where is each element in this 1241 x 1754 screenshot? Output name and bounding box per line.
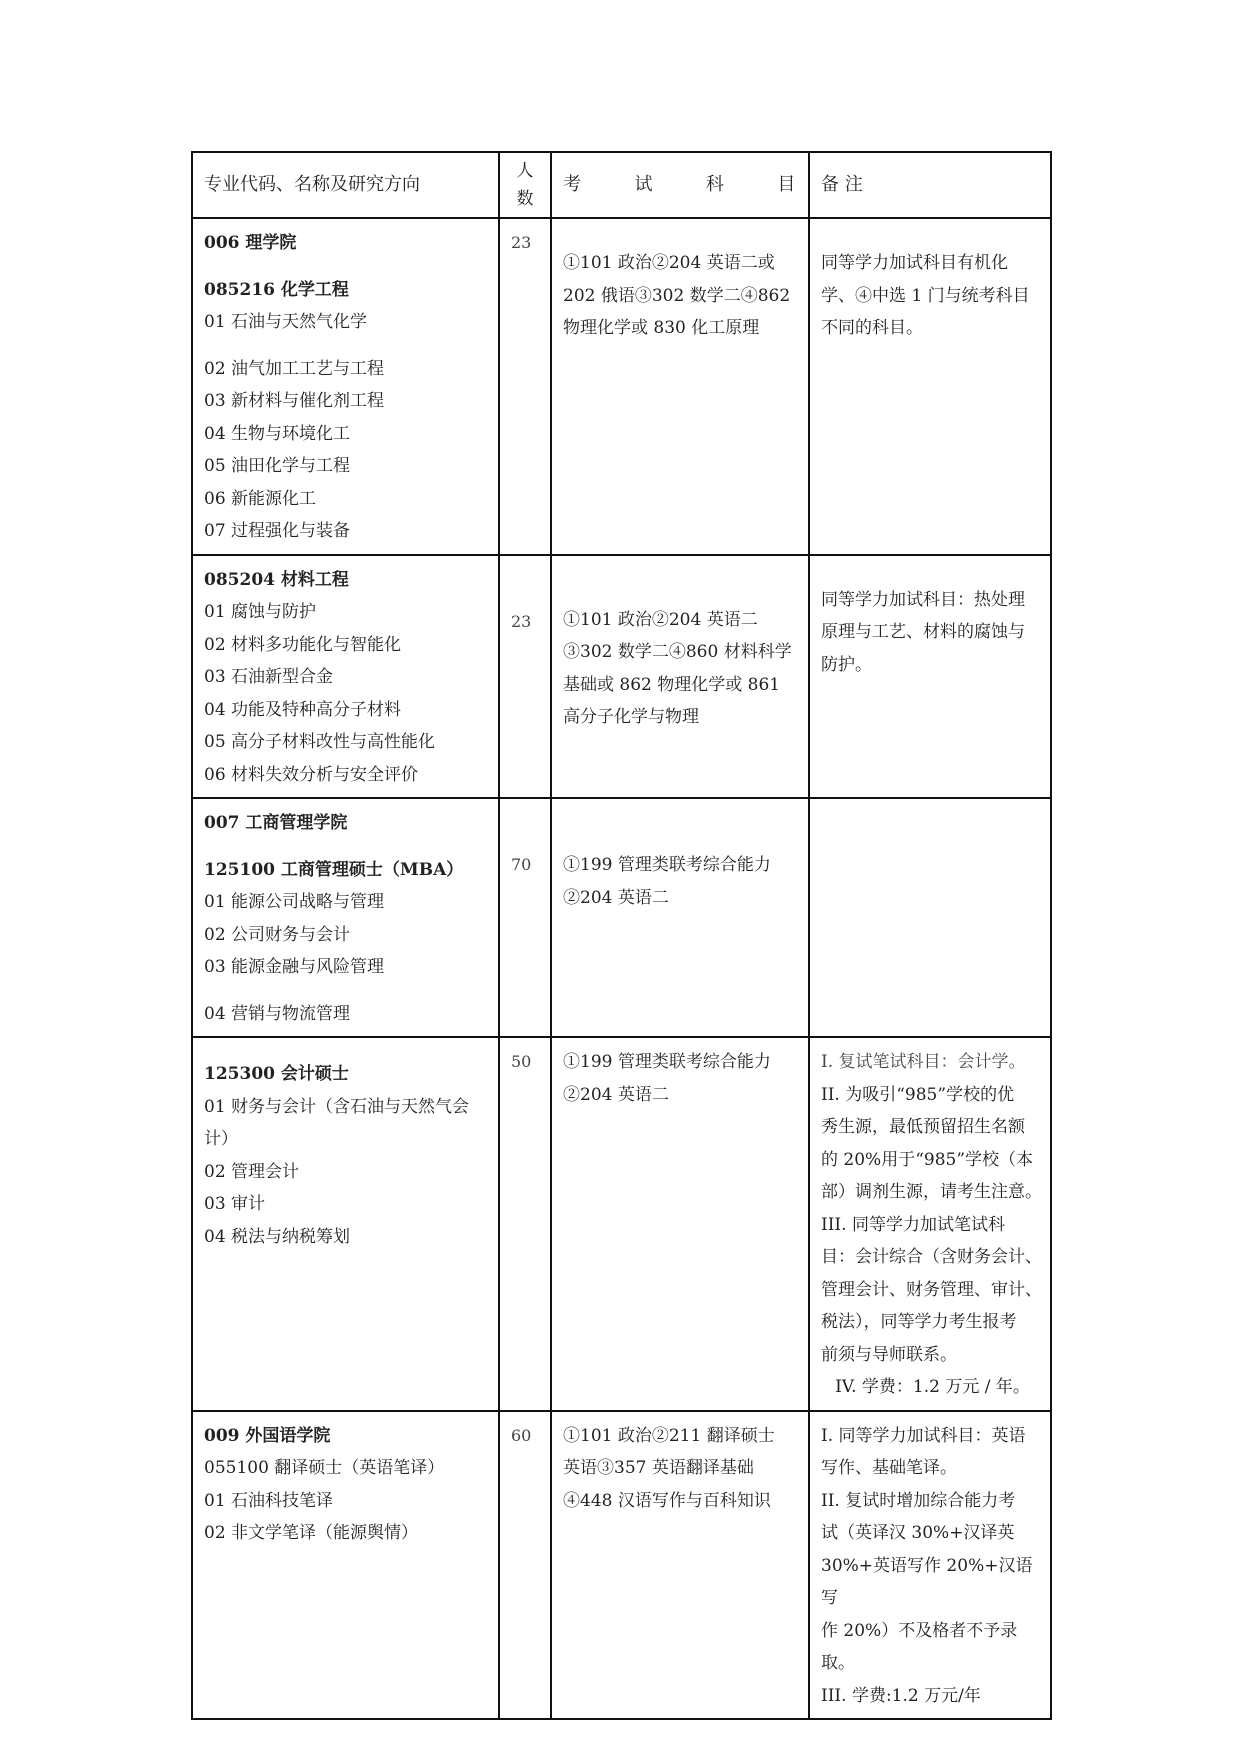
remark-line: 管理会计、财务管理、审计、 bbox=[821, 1279, 1042, 1300]
remark-line: I. 同等学力加试科目：英语 bbox=[821, 1425, 1026, 1446]
direction-item: 02 材料多功能化与智能化 bbox=[204, 634, 402, 655]
direction-item: 02 非文学笔译（能源舆情） bbox=[204, 1523, 419, 1543]
major-name: 055100 翻译硕士（英语笔译） bbox=[204, 1458, 445, 1478]
major-cell bbox=[192, 1037, 499, 1411]
enrollment-count: 70 bbox=[511, 855, 532, 874]
count-cell bbox=[499, 1411, 551, 1720]
enrollment-count: 23 bbox=[511, 611, 532, 631]
college-name: 006 理学院 bbox=[204, 233, 297, 253]
remark-line: 原理与工艺、材料的腐蚀与 bbox=[821, 622, 1025, 642]
exam-line: 基础或 862 物理化学或 861 bbox=[563, 674, 781, 695]
exam-line: ④448 汉语写作与百科知识 bbox=[563, 1490, 771, 1511]
direction-item: 03 新材料与催化剂工程 bbox=[204, 391, 385, 411]
remark-line: 的 20%用于“985”学校（本 bbox=[821, 1149, 1034, 1170]
exam-line: ①199 管理类联考综合能力 bbox=[563, 1052, 771, 1072]
header-exam-text: 考 试 科 目 bbox=[563, 173, 810, 195]
exam-line: ③302 数学二④860 材料科学 bbox=[563, 642, 792, 662]
tuition-fee: IV. 学费：1.2 万元 / 年。 bbox=[835, 1377, 1030, 1397]
direction-item: 03 石油新型合金 bbox=[204, 667, 334, 687]
direction-item: 01 财务与会计（含石油与天然气会 bbox=[204, 1096, 470, 1117]
remark-line: 部）调剂生源，请考生注意。 bbox=[821, 1182, 1042, 1202]
direction-item: 03 审计 bbox=[204, 1194, 266, 1214]
remark-line: II. 复试时增加综合能力考 bbox=[821, 1490, 1016, 1511]
direction-item: 04 功能及特种高分子材料 bbox=[204, 699, 402, 720]
direction-item: 02 管理会计 bbox=[204, 1161, 300, 1182]
admissions-table bbox=[191, 151, 1052, 1720]
remark-line: 防护。 bbox=[821, 654, 872, 675]
remark-line: 作 20%）不及格者不予录取。 bbox=[821, 1620, 1018, 1673]
remark-line: I. 复试笔试科目：会计学。 bbox=[821, 1052, 1026, 1072]
major-name: 085216 化学工程 bbox=[204, 279, 349, 300]
direction-item: 01 石油与天然气化学 bbox=[204, 312, 368, 332]
remark-line: III. 学费:1.2 万元/年 bbox=[821, 1685, 981, 1706]
exam-line: ①101 政治②204 英语二 bbox=[563, 609, 758, 630]
direction-item: 03 能源金融与风险管理 bbox=[204, 957, 385, 977]
remark-line: 秀生源，最低预留招生名额 bbox=[821, 1117, 1025, 1137]
major-name: 085204 材料工程 bbox=[204, 569, 349, 590]
exam-line: ①101 政治②211 翻译硕士 bbox=[563, 1425, 775, 1446]
major-cell bbox=[192, 798, 499, 1037]
exam-line: 物理化学或 830 化工原理 bbox=[563, 318, 760, 338]
direction-item: 02 公司财务与会计 bbox=[204, 924, 351, 945]
table-row bbox=[192, 555, 1051, 799]
table-header-row bbox=[192, 152, 1051, 218]
remark-line: 目：会计综合（含财务会计、 bbox=[821, 1247, 1042, 1267]
direction-item: 04 税法与纳税筹划 bbox=[204, 1226, 351, 1247]
table-row bbox=[192, 798, 1051, 1037]
remark-line: II. 为吸引“985”学校的优 bbox=[821, 1084, 1015, 1105]
exam-cell bbox=[551, 218, 809, 555]
remark-line: 同等学力加试科目：热处理 bbox=[821, 589, 1025, 610]
remark-line: 30%+英语写作 20%+汉语写 bbox=[821, 1555, 1033, 1608]
remark-line: 不同的科目。 bbox=[821, 318, 923, 338]
count-cell bbox=[499, 798, 551, 1037]
header-remark bbox=[809, 152, 1051, 218]
direction-item: 01 石油科技笔译 bbox=[204, 1490, 334, 1511]
exam-cell bbox=[551, 555, 809, 799]
remark-line: 学、④中选 1 门与统考科目 bbox=[821, 285, 1030, 306]
major-name: 125300 会计硕士 bbox=[204, 1064, 349, 1084]
table-row bbox=[192, 1411, 1051, 1720]
exam-line: ②204 英语二 bbox=[563, 887, 669, 908]
exam-line: 高分子化学与物理 bbox=[563, 707, 699, 727]
exam-cell bbox=[551, 1411, 809, 1720]
direction-item: 06 材料失效分析与安全评价 bbox=[204, 764, 419, 785]
enrollment-count: 60 bbox=[511, 1425, 532, 1445]
exam-line: ①199 管理类联考综合能力 bbox=[563, 855, 771, 875]
table-row bbox=[192, 218, 1051, 555]
remark-line: 税法），同等学力考生报考 bbox=[821, 1312, 1017, 1332]
exam-line: ①101 政治②204 英语二或 bbox=[563, 253, 775, 273]
remark-cell bbox=[809, 218, 1051, 555]
remark-cell bbox=[809, 1411, 1051, 1720]
college-name: 007 工商管理学院 bbox=[204, 813, 348, 833]
table-row bbox=[192, 1037, 1051, 1411]
remark-line: 前须与导师联系。 bbox=[821, 1344, 957, 1365]
direction-item: 05 高分子材料改性与高性能化 bbox=[204, 732, 436, 752]
header-count-top: 人 bbox=[516, 161, 534, 181]
remark-line: 同等学力加试科目有机化 bbox=[821, 253, 1008, 273]
remark-line: III. 同等学力加试笔试科 bbox=[821, 1214, 1005, 1235]
direction-item: 06 新能源化工 bbox=[204, 488, 317, 509]
count-cell bbox=[499, 555, 551, 799]
direction-item: 02 油气加工工艺与工程 bbox=[204, 358, 385, 379]
exam-cell bbox=[551, 798, 809, 1037]
major-cell bbox=[192, 1411, 499, 1720]
college-name: 009 外国语学院 bbox=[204, 1425, 331, 1446]
major-cell bbox=[192, 218, 499, 555]
major-cell bbox=[192, 555, 499, 799]
direction-item: 计） bbox=[204, 1129, 238, 1149]
exam-line: 202 俄语③302 数学二④862 bbox=[563, 285, 791, 306]
header-exam bbox=[551, 152, 809, 218]
exam-line: 英语③357 英语翻译基础 bbox=[563, 1458, 754, 1478]
count-cell bbox=[499, 1037, 551, 1411]
exam-cell bbox=[551, 1037, 809, 1411]
remark-cell bbox=[809, 798, 1051, 1037]
direction-item: 01 腐蚀与防护 bbox=[204, 602, 317, 622]
exam-line: ②204 英语二 bbox=[563, 1084, 669, 1105]
direction-item: 04 生物与环境化工 bbox=[204, 423, 351, 444]
enrollment-count: 50 bbox=[511, 1052, 532, 1071]
remark-cell bbox=[809, 1037, 1051, 1411]
header-count bbox=[499, 152, 551, 218]
major-name: 125100 工商管理硕士（MBA） bbox=[204, 859, 464, 880]
admissions-table-page bbox=[191, 151, 1050, 1720]
header-major bbox=[192, 152, 499, 218]
direction-item: 07 过程强化与装备 bbox=[204, 521, 351, 541]
header-remark-text: 备 注 bbox=[821, 173, 863, 195]
direction-item: 05 油田化学与工程 bbox=[204, 456, 351, 476]
remark-line: 写作、基础笔译。 bbox=[821, 1458, 957, 1478]
count-cell bbox=[499, 218, 551, 555]
remark-line: 试（英译汉 30%+汉译英 bbox=[821, 1523, 1015, 1543]
enrollment-count: 23 bbox=[511, 233, 532, 252]
header-major-text: 专业代码、名称及研究方向 bbox=[204, 173, 420, 195]
direction-item: 04 营销与物流管理 bbox=[204, 1003, 351, 1024]
remark-cell bbox=[809, 555, 1051, 799]
header-count-bottom: 数 bbox=[516, 189, 534, 209]
direction-item: 01 能源公司战略与管理 bbox=[204, 892, 385, 912]
